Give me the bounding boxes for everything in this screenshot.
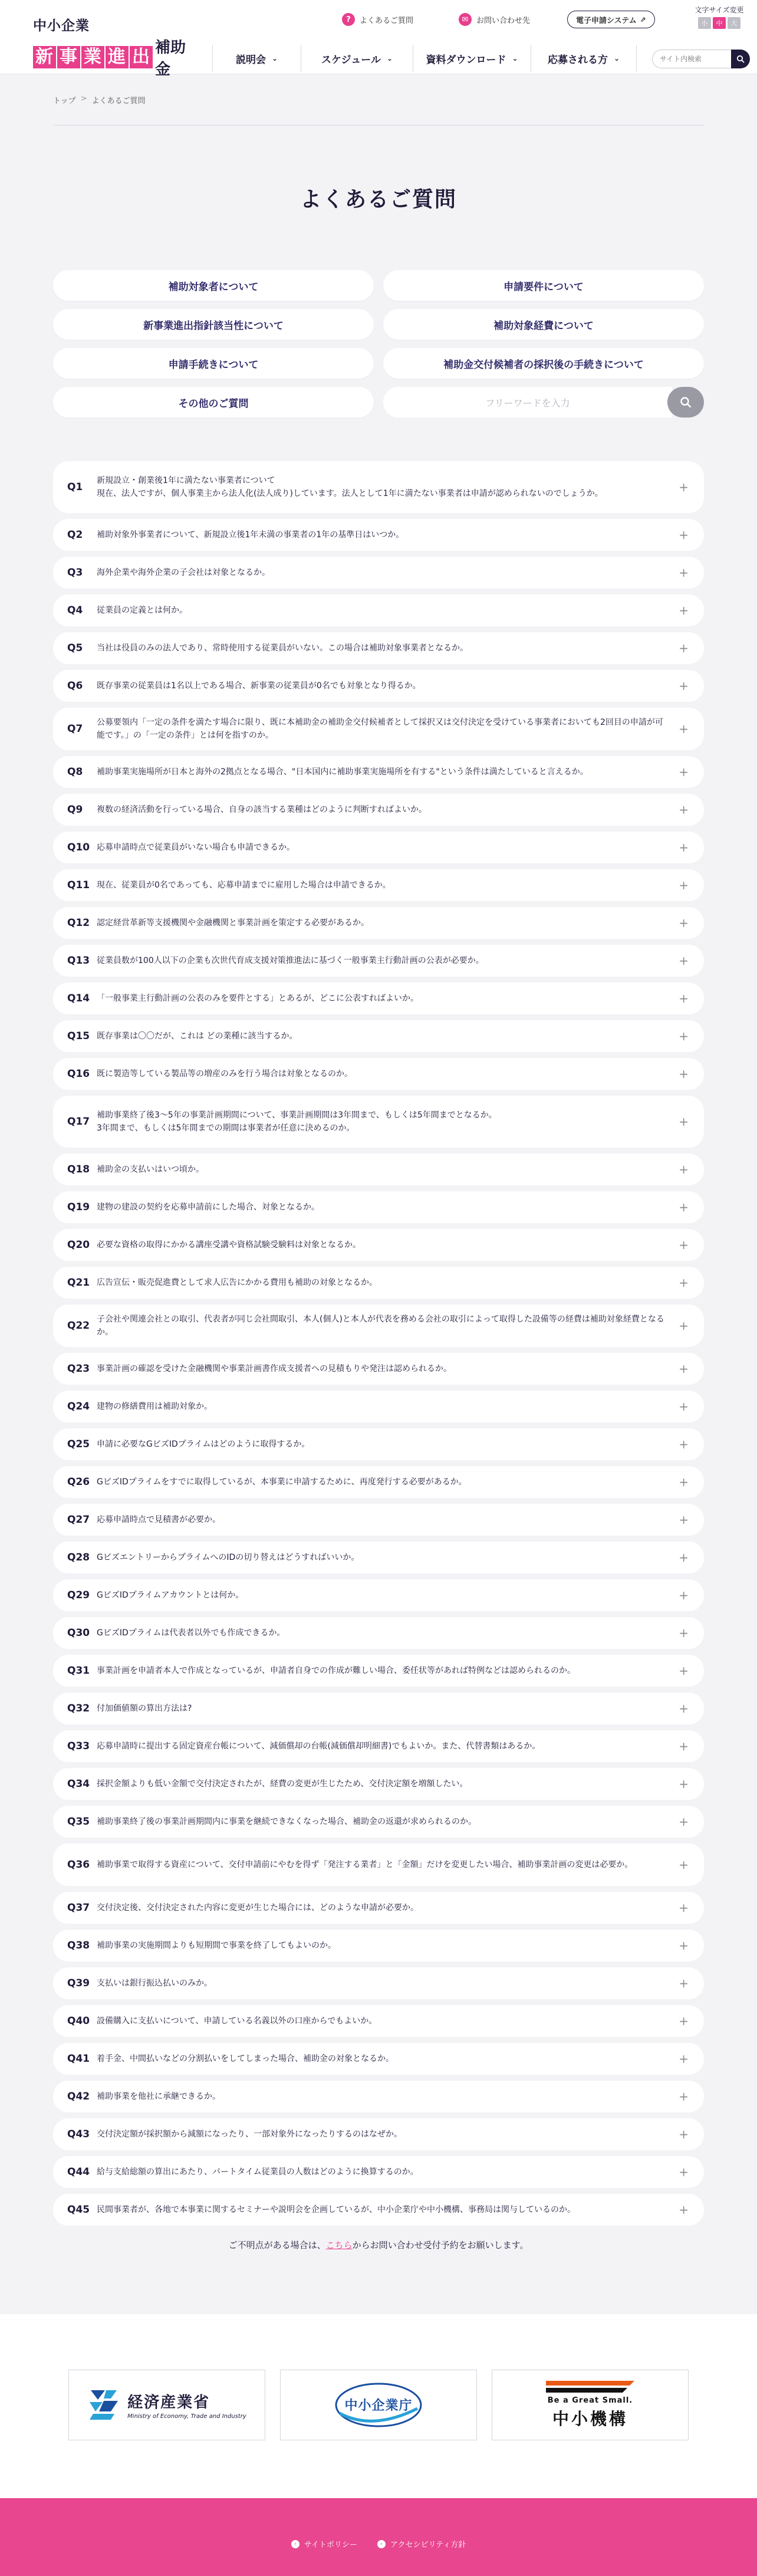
faq-number: Q15 <box>67 1030 90 1042</box>
plus-icon[interactable]: + <box>679 1513 689 1527</box>
faq-search-input[interactable]: フリーワードを入力 <box>383 387 672 418</box>
search-icon <box>736 55 745 63</box>
search-icon <box>680 396 692 408</box>
breadcrumb-separator: > <box>80 94 87 103</box>
plus-icon[interactable]: + <box>679 2052 689 2066</box>
faq-question: 設備購入に支払いについて、申請している名義以外の口座からでもよいか。 <box>97 2016 377 2026</box>
category-post-selection-procedure[interactable]: 補助金交付候補者の採択後の手続きについて <box>383 348 704 379</box>
font-size-label: 文字サイズ変更 <box>695 6 744 14</box>
plus-icon[interactable]: + <box>679 679 689 693</box>
font-size-switcher <box>690 5 749 29</box>
plus-icon[interactable]: + <box>679 566 689 580</box>
plus-icon[interactable]: + <box>679 840 689 855</box>
faq-number: Q45 <box>67 2204 90 2216</box>
nav-item-schedule[interactable] <box>301 45 413 72</box>
faq-item[interactable] <box>53 794 704 826</box>
faq-number: Q28 <box>67 1552 90 1563</box>
faq-question: GビズエントリーからプライムへのIDの切り替えはどうすればいいか。 <box>97 1553 360 1562</box>
faq-question: 採択金額よりも低い金額で交付決定されたが、経費の変更が生じたため、交付決定額を増額したい。 <box>97 1779 468 1789</box>
plus-icon[interactable]: + <box>679 1399 689 1414</box>
logo-segment: 新 <box>33 46 56 68</box>
faq-item[interactable] <box>53 2194 704 2226</box>
faq-number: Q34 <box>67 1778 90 1790</box>
nav-item-downloads[interactable] <box>413 45 531 72</box>
plus-icon[interactable]: + <box>679 1777 689 1791</box>
footer-link-label: サイトポリシー <box>304 2541 357 2549</box>
faq-question: 補助対象外事業者について、新規設立後1年未満の事業者の1年の基準日はいつか。 <box>97 530 404 540</box>
faq-question: 必要な資格の取得にかかる講座受講や資格試験受験料は対象となるか。 <box>97 1240 361 1250</box>
faq-number: Q16 <box>67 1068 90 1080</box>
faq-question: 補助事業で取得する資産について、交付申請前にやむを得ず「発注する業者」と「金額」だけを変更したい場合、補助事業計画の変更は必要か。 <box>97 1860 633 1869</box>
faq-question: 補助金の支払いはいつ頃か。 <box>97 1165 204 1174</box>
contact-link-label: お問い合わせ先 <box>476 16 531 25</box>
nav-item-label: スケジュール <box>321 54 381 66</box>
footer-link-label: アクセシビリティ方針 <box>390 2541 466 2549</box>
plus-icon[interactable]: + <box>679 1626 689 1640</box>
plus-icon[interactable]: + <box>679 1437 689 1451</box>
faq-item[interactable] <box>53 1058 704 1090</box>
chevron-down-icon: ⌄ <box>613 54 620 63</box>
faq-item[interactable] <box>53 1693 704 1724</box>
plus-icon[interactable]: + <box>679 1701 689 1716</box>
plus-icon[interactable]: + <box>679 528 689 542</box>
global-nav <box>212 45 637 72</box>
faq-number: Q5 <box>67 642 83 654</box>
e-application-label: 電子申請システム <box>576 16 637 25</box>
chusho-logo <box>331 2380 426 2430</box>
faq-question: 「一般事業主行動計画の公表のみを要件とする」とあるが、どこに公表すればよいか。 <box>97 994 419 1003</box>
faq-number: Q23 <box>67 1363 90 1375</box>
faq-item[interactable] <box>53 1655 704 1687</box>
plus-icon[interactable]: + <box>679 1200 689 1214</box>
faq-number: Q1 <box>67 481 83 493</box>
logo-small-text: 中小企業 <box>33 18 90 34</box>
smrj-logo-icon <box>546 2381 634 2394</box>
faq-question: 事業計画の確認を受けた金融機関や事業計画書作成支援者への見積もりや発注は認められるか。 <box>97 1364 452 1374</box>
logo-tail: 補助金 <box>155 39 186 78</box>
plus-icon[interactable]: + <box>679 1938 689 1953</box>
plus-icon[interactable]: + <box>679 954 689 968</box>
plus-icon[interactable]: + <box>679 1319 689 1333</box>
site-search <box>652 50 749 68</box>
notice-text-after: からお問い合わせ受付予約をお願いします。 <box>352 2240 529 2250</box>
faq-number: Q35 <box>67 1816 90 1828</box>
meti-banner[interactable] <box>68 2370 265 2440</box>
faq-question: 広告宣伝・販売促進費として求人広告にかかる費用も補助の対象となるか。 <box>97 1278 377 1287</box>
page-title: よくあるご質問 <box>299 188 457 212</box>
footer-link-site-policy[interactable] <box>291 2538 357 2549</box>
faq-item[interactable] <box>53 945 704 977</box>
faq-number: Q3 <box>67 567 83 579</box>
related-links-band <box>0 2314 757 2498</box>
faq-item[interactable] <box>53 519 704 551</box>
category-new-business-guideline[interactable]: 新事業進出指針該当性について <box>53 309 374 340</box>
faq-number: Q25 <box>67 1438 90 1450</box>
faq-search <box>383 387 704 418</box>
faq-question: 複数の経済活動を行っている場合、自身の該当する業種はどのように判断すればよいか。 <box>97 805 427 814</box>
faq-number: Q44 <box>67 2166 90 2178</box>
faq-question: GビズIDプライムをすでに取得しているが、本事業に申請するために、再度発行する必要があるか。 <box>97 1477 467 1487</box>
faq-number: Q22 <box>67 1320 90 1332</box>
faq-item[interactable] <box>53 1579 704 1611</box>
faq-item[interactable] <box>53 670 704 702</box>
faq-number: Q33 <box>67 1740 90 1752</box>
meti-logo-icon <box>87 2388 120 2422</box>
plus-icon[interactable]: + <box>679 722 689 736</box>
site-search-button[interactable] <box>731 50 750 68</box>
faq-number: Q41 <box>67 2053 90 2065</box>
faq-number: Q11 <box>67 879 90 891</box>
faq-number: Q24 <box>67 1401 90 1412</box>
faq-question: 建物の建設の契約を応募申請前にした場合、対象となるか。 <box>97 1202 320 1212</box>
faq-item[interactable] <box>53 1020 704 1052</box>
faq-question: 事業計画を申請者本人で作成となっているが、申請者自身での作成が難しい場合、委任状等があれば特例などは認められるのか。 <box>97 1666 575 1675</box>
chusho-banner[interactable] <box>280 2370 477 2440</box>
faq-number: Q10 <box>67 842 90 853</box>
plus-icon[interactable]: + <box>679 1029 689 1043</box>
plus-icon[interactable]: + <box>679 2014 689 2028</box>
faq-question: 補助事業の実施期間よりも短期間で事業を終了してもよいのか。 <box>97 1941 336 1950</box>
meti-name: 経済産業省 <box>127 2394 210 2411</box>
faq-question: 補助事業終了後3〜5年の事業計画期間について、事業計画期間は3年間まで、もしくは5年間までとなるか。 3年間まで、もしくは5年間までの期間は事業者が任意に決めるのか。 <box>97 1110 497 1133</box>
faq-item[interactable] <box>53 1806 704 1838</box>
faq-item[interactable] <box>53 1768 704 1800</box>
faq-item[interactable] <box>53 1305 704 1347</box>
plus-icon[interactable]: + <box>679 1550 689 1565</box>
font-size-large-button[interactable]: 大 <box>728 17 740 29</box>
faq-item[interactable] <box>53 2005 704 2037</box>
font-size-medium-button[interactable]: 中 <box>713 17 726 29</box>
faq-item[interactable] <box>53 1267 704 1299</box>
faq-question: 既存事業は〇〇だが、これは どの業種に該当するか。 <box>97 1031 298 1041</box>
logo-segment: 出 <box>130 46 153 68</box>
faq-number: Q6 <box>67 680 83 692</box>
faq-question: 申請に必要なGビズIDプライムはどのように取得するか。 <box>97 1440 310 1449</box>
chevron-down-icon: ⌄ <box>512 54 518 63</box>
faq-number: Q29 <box>67 1589 90 1601</box>
faq-number: Q37 <box>67 1902 90 1914</box>
faq-number: Q8 <box>67 766 83 778</box>
faq-item[interactable] <box>53 1428 704 1460</box>
plus-icon[interactable]: + <box>679 1276 689 1290</box>
faq-item[interactable] <box>53 756 704 788</box>
faq-number: Q19 <box>67 1201 90 1213</box>
category-application-procedure[interactable]: 申請手続きについて <box>53 348 374 379</box>
faq-number: Q43 <box>67 2128 90 2140</box>
faq-item[interactable] <box>53 2118 704 2150</box>
faq-number: Q7 <box>67 723 83 735</box>
smrj-tagline: Be a Great Small. <box>547 2396 633 2405</box>
faq-number: Q36 <box>67 1859 90 1871</box>
faq-question: 付加価値額の算出方法は? <box>97 1704 192 1713</box>
plus-icon[interactable]: + <box>679 603 689 617</box>
faq-question: 民間事業者が、各地で本事業に関するセミナーや説明会を企画しているが、中小企業庁や中小機構、事務局は関与しているのか。 <box>97 2205 575 2214</box>
faq-number: Q4 <box>67 604 83 616</box>
faq-question: 応募申請時に提出する固定資産台帳について、減価償却の台帳(減価償却明細書)でもよいか。また、代替書類はあるか。 <box>97 1742 541 1751</box>
logo-segment: 事 <box>57 46 80 68</box>
faq-number: Q42 <box>67 2091 90 2102</box>
breadcrumb-home[interactable]: トップ <box>53 97 76 106</box>
faq-question: 支払いは銀行振込払いのみか。 <box>97 1979 212 1988</box>
plus-icon[interactable]: + <box>679 1067 689 1081</box>
plus-icon[interactable]: + <box>679 916 689 930</box>
category-requirements[interactable]: 申請要件について <box>383 270 704 301</box>
faq-item[interactable] <box>53 1096 704 1148</box>
faq-number: Q13 <box>67 955 90 967</box>
faq-item[interactable] <box>53 907 704 939</box>
faq-question: 補助事業終了後の事業計画期間内に事業を継続できなくなった場合、補助金の返還が求められるのか。 <box>97 1817 476 1826</box>
logo-main <box>33 35 192 79</box>
faq-number: Q31 <box>67 1665 90 1677</box>
faq-item[interactable] <box>53 1892 704 1924</box>
plus-icon[interactable]: + <box>679 803 689 817</box>
breadcrumb <box>53 94 146 106</box>
faq-item[interactable] <box>53 1466 704 1498</box>
faq-item[interactable] <box>53 832 704 863</box>
faq-question: 既に製造等している製品等の増産のみを行う場合は対象となるのか。 <box>97 1069 353 1079</box>
plus-icon[interactable]: + <box>679 1475 689 1489</box>
faq-question: 公募要領内「一定の条件を満たす場合に限り、既に本補助金の補助金交付候補者として採択又は交付決定を受けている事業者においても2回目の申請が可能です。」の「一定の条件」とは何を指すのか。 <box>97 718 663 740</box>
faq-question: 交付決定後、交付決定された内容に変更が生じた場合には、どのような申請が必要か。 <box>97 1903 419 1913</box>
breadcrumb-current: よくあるご質問 <box>91 97 146 106</box>
question-icon: ? <box>342 13 355 26</box>
faq-number: Q38 <box>67 1940 90 1951</box>
faq-question: GビズIDプライムは代表者以外でも作成できるか。 <box>97 1628 285 1638</box>
nav-item-applicants[interactable] <box>531 45 637 72</box>
smrj-banner[interactable] <box>492 2370 689 2440</box>
category-other[interactable]: その他のご質問 <box>53 387 374 418</box>
faq-search-button[interactable] <box>667 387 704 418</box>
plus-icon[interactable]: + <box>679 1976 689 1990</box>
faq-question: 補助事業を他社に承継できるか。 <box>97 2092 220 2101</box>
faq-item[interactable] <box>53 1967 704 1999</box>
plus-icon[interactable]: + <box>679 991 689 1006</box>
faq-item[interactable] <box>53 1930 704 1961</box>
category-target-applicants[interactable]: 補助対象者について <box>53 270 374 301</box>
faq-number: Q39 <box>67 1977 90 1989</box>
faq-question: 現在、従業員が0名であっても、応募申請までに雇用した場合は申請できるか。 <box>97 880 391 890</box>
nav-item-briefing[interactable] <box>212 45 301 72</box>
plus-icon[interactable]: + <box>679 1362 689 1376</box>
faq-item[interactable] <box>53 557 704 589</box>
mail-icon: ✉ <box>459 13 472 26</box>
faq-question: 子会社や関連会社との取引、代表者が同じ会社間取引、本人(個人)と本人が代表を務める会社の取引によって取得した設備等の経費は補助対象経費となるか。 <box>97 1315 664 1337</box>
plus-icon[interactable]: + <box>679 2089 689 2104</box>
plus-icon[interactable]: + <box>679 1115 689 1129</box>
faq-question: 従業員数が100人以下の企業も次世代育成支援対策推進法に基づく一般事業主行動計画の公表が必要か。 <box>97 956 484 965</box>
faq-number: Q20 <box>67 1239 90 1251</box>
faq-number: Q18 <box>67 1164 90 1175</box>
plus-icon[interactable]: + <box>679 480 689 494</box>
plus-icon[interactable]: + <box>679 765 689 779</box>
faq-question: 応募申請時点で見積書が必要か。 <box>97 1515 220 1524</box>
plus-icon[interactable]: + <box>679 641 689 655</box>
plus-icon[interactable]: + <box>679 1238 689 1252</box>
faq-question: 当社は役員のみの法人であり、常時使用する従業員がいない。この場合は補助対象事業者となるか。 <box>97 643 468 653</box>
site-header <box>0 0 757 78</box>
faq-question: 応募申請時点で従業員がいない場合も申請できるか。 <box>97 843 295 852</box>
external-link-icon: ⇗ <box>640 15 646 24</box>
faq-item[interactable] <box>53 869 704 901</box>
faq-number: Q26 <box>67 1476 90 1488</box>
site-footer <box>0 2498 757 2576</box>
faq-question: 既存事業の従業員は1名以上である場合、新事業の従業員が0名でも対象となり得るか。 <box>97 681 421 691</box>
e-application-button[interactable] <box>567 11 655 28</box>
divider <box>53 125 704 126</box>
faq-link-label: よくあるご質問 <box>360 16 414 25</box>
faq-item[interactable] <box>53 1353 704 1385</box>
faq-question: 新規設立・創業後1年に満たない事業者について 現在、法人ですが、個人事業主から法人化(法人成り)しています。法人として1年に満たない事業者は申請が認められないのでしょうか。 <box>97 476 603 498</box>
chevron-right-icon: › <box>377 2540 386 2548</box>
notice-link[interactable]: こちら <box>325 2240 353 2250</box>
faq-number: Q14 <box>67 993 90 1004</box>
faq-item[interactable] <box>53 1542 704 1573</box>
faq-question: 着手金、中間払いなどの分割払いをしてしまった場合、補助金の対象となるか。 <box>97 2054 394 2064</box>
faq-item[interactable] <box>53 1391 704 1422</box>
faq-question: 海外企業や海外企業の子会社は対象となるか。 <box>97 568 270 577</box>
chevron-down-icon: ⌄ <box>386 54 393 63</box>
meti-name-en: Ministry of Economy, Trade and Industry <box>127 2413 246 2420</box>
faq-item[interactable] <box>53 1617 704 1649</box>
smrj-name: 中小機構 <box>552 2409 628 2429</box>
faq-question: 認定経営革新等支援機関や金融機関と事業計画を策定する必要があるか。 <box>97 918 369 928</box>
chevron-down-icon: ⌄ <box>271 54 278 63</box>
faq-item[interactable] <box>53 2043 704 2075</box>
faq-question: 交付決定額が採択額から減額になったり、一部対象外になったりするのはなぜか。 <box>97 2130 402 2139</box>
plus-icon[interactable]: + <box>679 2165 689 2179</box>
nav-item-label: 応募される方 <box>547 54 608 66</box>
nav-item-label: 説明会 <box>235 54 266 66</box>
plus-icon[interactable]: + <box>679 1739 689 1753</box>
faq-question: 従業員の定義とは何か。 <box>97 606 187 615</box>
site-search-input[interactable] <box>652 50 732 68</box>
faq-link[interactable] <box>342 11 413 28</box>
faq-item[interactable] <box>53 594 704 626</box>
plus-icon[interactable]: + <box>679 1588 689 1602</box>
faq-item[interactable] <box>53 2156 704 2188</box>
site-logo[interactable] <box>33 18 192 78</box>
faq-item[interactable] <box>53 1730 704 1762</box>
faq-question: 給与支給総額の算出にあたり、パートタイム従業員の人数はどのように換算するのか。 <box>97 2167 419 2177</box>
logo-segment: 進 <box>106 46 129 68</box>
faq-item[interactable] <box>53 1844 704 1886</box>
faq-number: Q21 <box>67 1277 90 1289</box>
plus-icon[interactable]: + <box>679 878 689 892</box>
faq-number: Q12 <box>67 917 90 929</box>
plus-icon[interactable]: + <box>679 1815 689 1829</box>
plus-icon[interactable]: + <box>679 1901 689 1915</box>
footer-link-accessibility[interactable] <box>377 2538 466 2549</box>
faq-question: 補助事業実施場所が日本と海外の2拠点となる場合、"日本国内に補助事業実施場所を有する"という条件は満たしていると言えるか。 <box>97 767 588 777</box>
category-eligible-expenses[interactable]: 補助対象経費について <box>383 309 704 340</box>
faq-number: Q32 <box>67 1703 90 1714</box>
plus-icon[interactable]: + <box>679 1664 689 1678</box>
contact-notice <box>0 2239 757 2251</box>
faq-number: Q40 <box>67 2015 90 2027</box>
logo-segment: 業 <box>81 46 104 68</box>
faq-number: Q27 <box>67 1514 90 1526</box>
contact-link[interactable] <box>459 11 530 28</box>
faq-number: Q2 <box>67 529 83 541</box>
faq-item[interactable] <box>53 708 704 750</box>
faq-item[interactable] <box>53 1504 704 1536</box>
faq-question: GビズIDプライムアカウントとは何か。 <box>97 1591 244 1600</box>
notice-text-before: ご不明点がある場合は、 <box>228 2240 326 2250</box>
faq-question: 建物の修繕費用は補助対象か。 <box>97 1402 212 1411</box>
faq-item[interactable] <box>53 2081 704 2112</box>
faq-item[interactable] <box>53 1229 704 1261</box>
faq-number: Q9 <box>67 804 83 816</box>
faq-item[interactable] <box>53 1191 704 1223</box>
plus-icon[interactable]: + <box>679 1858 689 1872</box>
faq-item[interactable] <box>53 461 704 513</box>
faq-item[interactable] <box>53 1154 704 1185</box>
faq-item[interactable] <box>53 632 704 664</box>
nav-item-label: 資料ダウンロード <box>426 54 506 66</box>
chevron-right-icon: › <box>291 2540 299 2548</box>
plus-icon[interactable]: + <box>679 2203 689 2217</box>
plus-icon[interactable]: + <box>679 1162 689 1177</box>
faq-item[interactable] <box>53 983 704 1014</box>
plus-icon[interactable]: + <box>679 2127 689 2141</box>
faq-number: Q17 <box>67 1116 90 1128</box>
svg-text:中小企業庁: 中小企業庁 <box>344 2398 413 2413</box>
faq-number: Q30 <box>67 1627 90 1639</box>
font-size-small-button[interactable]: 小 <box>698 17 711 29</box>
